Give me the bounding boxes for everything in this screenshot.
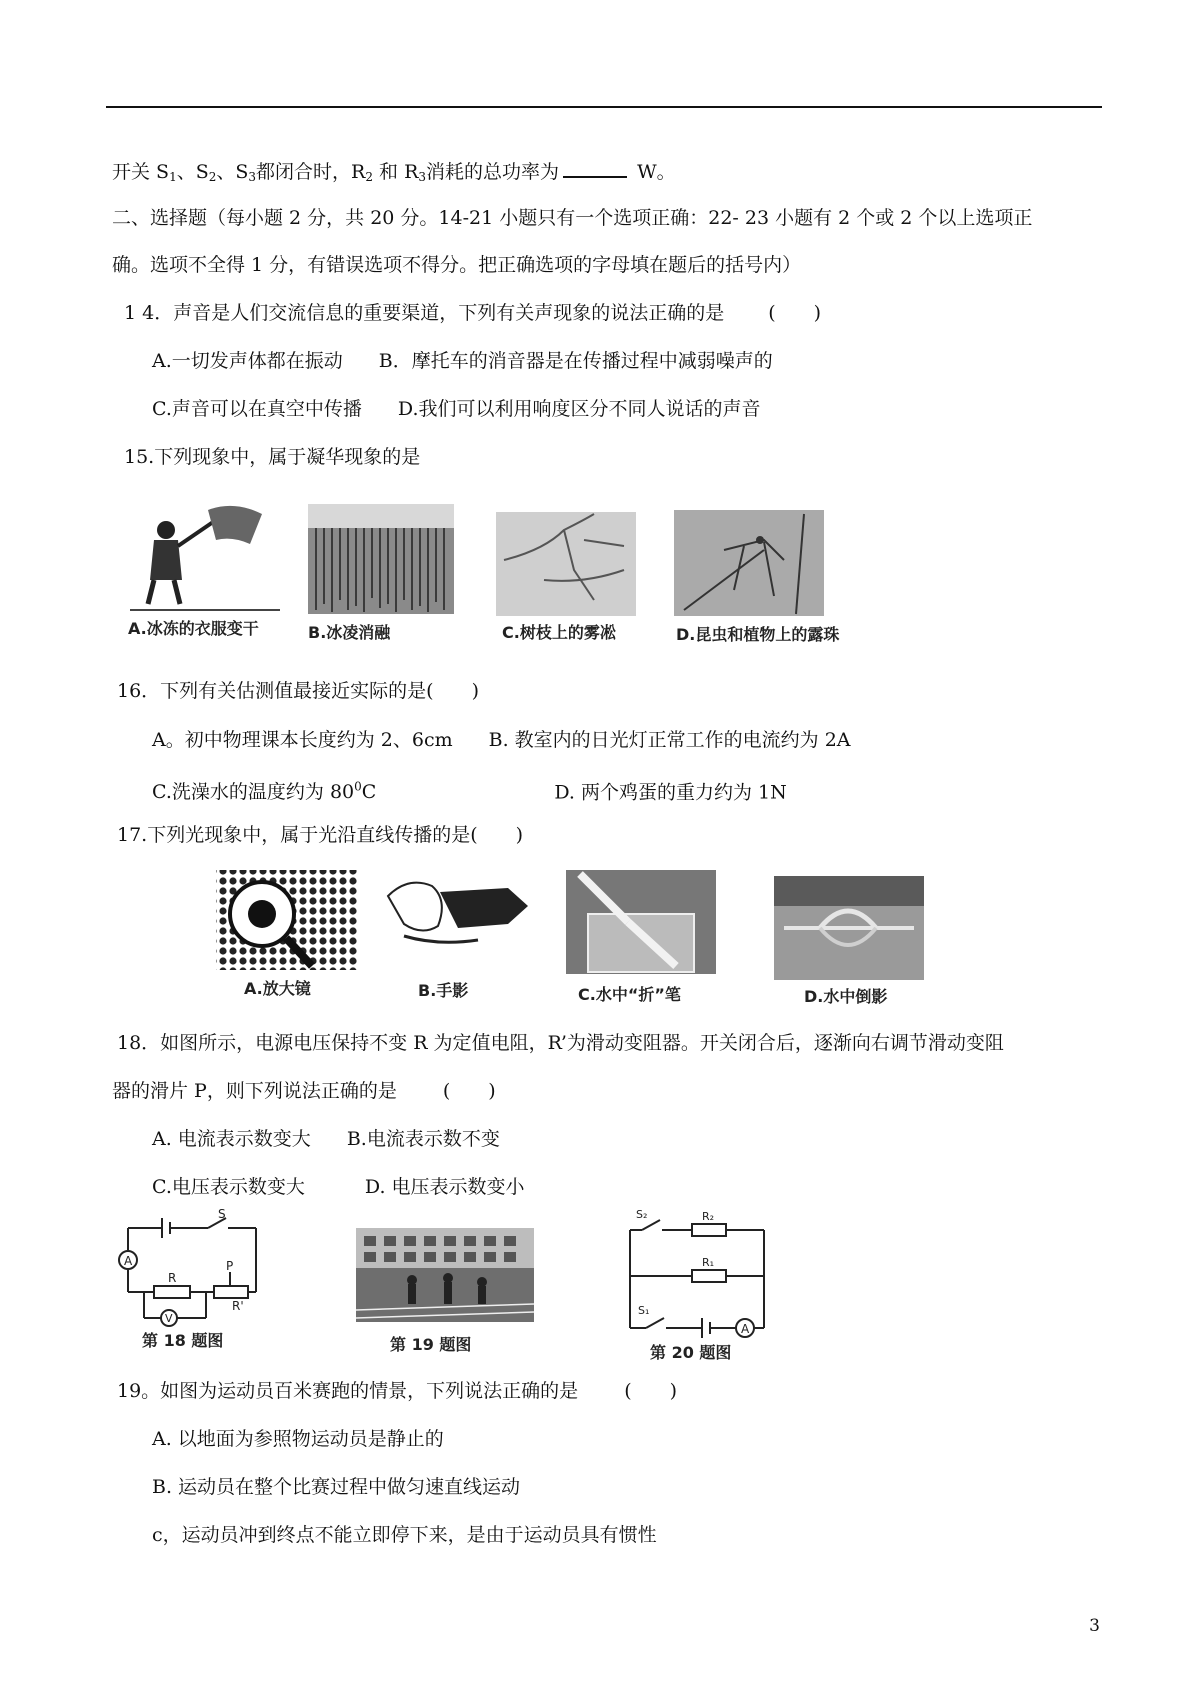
q15-image-b [308, 504, 454, 614]
q18-options-ab [152, 1126, 500, 1152]
q14-options-ab [152, 348, 773, 374]
fig20-label-s1: S₁ [638, 1304, 650, 1317]
q18-options-cd [152, 1174, 525, 1200]
q16-options-ab [152, 727, 851, 753]
q15-caption-c: C.树枝上的雾凇 [502, 623, 616, 642]
fig20-label-s2: S₂ [636, 1208, 648, 1221]
q17-stem: 17.下列光现象中，属于光沿直线传播的是( ) [117, 824, 524, 846]
q15-figure-strip [124, 500, 904, 652]
q18-answer-paren[interactable]: ( ) [442, 1080, 496, 1102]
q17-figure-strip [208, 866, 948, 1008]
q15-image-c [496, 512, 636, 616]
q17-image-b [388, 883, 528, 943]
q16-option-d: D. 两个鸡蛋的重力约为 1N [554, 781, 787, 804]
q16-option-b: B. 教室内的日光灯正常工作的电流约为 2A [488, 729, 851, 751]
q19-option-b: B. 运动员在整个比赛过程中做匀速直线运动 [152, 1476, 521, 1498]
q17-caption-d: D.水中倒影 [804, 987, 888, 1006]
figure-18-caption: 第 18 题图 [142, 1331, 224, 1350]
fig18-label-a: A [124, 1254, 133, 1268]
q18-line2: 器的滑片 P，则下列说法正确的是 ( ) [112, 1080, 496, 1102]
q19-option-c: c，运动员冲到终点不能立即停下来，是由于运动员具有惯性 [152, 1524, 657, 1546]
q15-image-a [130, 504, 280, 612]
page-number: 3 [1089, 1616, 1100, 1636]
q18-option-a: A. 电流表示数变大 [152, 1128, 311, 1150]
section2-line2: 确。选项不全得 1 分，有错误选项不得分。把正确选项的字母填在题后的括号内） [112, 254, 802, 276]
q16-option-a: A。初中物理课本长度约为 2、6cm [152, 729, 453, 751]
fig18-label-p: P [226, 1259, 234, 1273]
q19-option-a: A. 以地面为参照物运动员是静止的 [152, 1428, 444, 1450]
q15-image-d [674, 510, 824, 616]
q14-stem: 1 4．声音是人们交流信息的重要渠道，下列有关声现象的说法正确的是 ( ) [124, 302, 822, 324]
figure-20-circuit [622, 1206, 782, 1362]
q14-options-cd [152, 396, 761, 422]
q15-stem: 15.下列现象中，属于凝华现象的是 [124, 446, 421, 468]
q17-image-a [216, 870, 358, 970]
fig18-label-v: V [165, 1312, 173, 1325]
q14-option-b: B．摩托车的消音器是在传播过程中减弱噪声的 [378, 350, 773, 372]
section2-line1: 二、选择题（每小题 2 分，共 20 分。14-21 小题只有一个选项正确：22- 23 小题有 2 个或 2 个以上选项正 [112, 207, 1033, 229]
q18-line1: 18．如图所示，电源电压保持不变 R 为定值电阻，R’为滑动变阻器。开关闭合后，逐渐向右调节滑动变阻 [117, 1032, 1004, 1054]
figure-20-caption: 第 20 题图 [650, 1343, 732, 1362]
q15-caption-d: D.昆虫和植物上的露珠 [676, 625, 840, 644]
q19-stem: 19。如图为运动员百米赛跑的情景，下列说法正确的是 ( ) [117, 1380, 678, 1402]
fig18-label-r: R [168, 1271, 177, 1285]
fig20-label-r1: R₁ [702, 1256, 715, 1269]
header-rule [106, 106, 1102, 108]
q18-option-c: C.电压表示数变大 [152, 1176, 305, 1198]
answer-blank[interactable] [563, 158, 627, 178]
figure-19-photo [352, 1224, 542, 1364]
fig20-label-r2: R₂ [702, 1210, 715, 1223]
q17-caption-c: C.水中“折”笔 [578, 985, 681, 1004]
q14-option-d: D.我们可以利用响度区分不同人说话的声音 [397, 398, 761, 420]
q18-option-d: D. 电压表示数变小 [364, 1176, 525, 1198]
q13-tail: 开关 $S_1$、$S_2$、$S_3$都闭合时，$R_2$ 和 $R_3$消耗的总功率为 W。 [112, 158, 676, 190]
q16-option-c: C.洗澡水的温度约为 $80^0C$ [152, 780, 377, 804]
figure-18-circuit [114, 1206, 274, 1356]
q18-option-b: B.电流表示数不变 [346, 1128, 500, 1150]
q17-caption-b: B.手影 [418, 981, 469, 1000]
q17-caption-a: A.放大镜 [244, 979, 311, 998]
q16-stem: 16．下列有关估测值最接近实际的是( ) [117, 680, 480, 702]
figure-19-caption: 第 19 题图 [390, 1335, 472, 1354]
q17-image-d [774, 876, 924, 980]
q16-options-cd [152, 774, 787, 805]
q15-caption-b: B.冰凌消融 [308, 623, 391, 642]
fig18-label-rp: R' [232, 1299, 244, 1313]
q14-option-c: C.声音可以在真空中传播 [152, 398, 362, 420]
q14-answer-paren[interactable]: ( ) [768, 302, 822, 324]
q15-caption-a: A.冰冻的衣服变干 [128, 619, 259, 638]
q19-answer-paren[interactable]: ( ) [624, 1380, 678, 1402]
fig20-label-a: A [741, 1322, 750, 1336]
q17-image-c [566, 870, 716, 974]
fig18-label-s: S [218, 1207, 226, 1221]
q14-option-a: A.一切发声体都在振动 [152, 350, 343, 372]
